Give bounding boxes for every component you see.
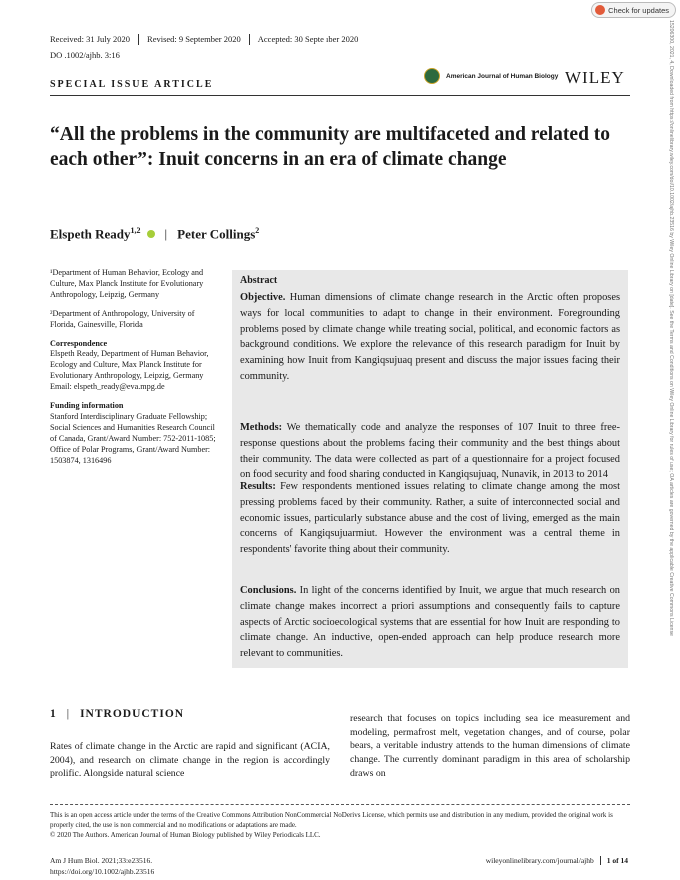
license-notice	[50, 810, 630, 840]
header-divider	[50, 95, 630, 96]
footer-divider	[50, 804, 630, 805]
date-divider	[249, 34, 250, 45]
license-text: This is an open access article under the terms of the Creative Commons Attribution NonCommercial NoDerivs License, which permits use and distribution in any medium, provided the original work is properly cited, the use is non commercial and no modifications or adaptations are made.	[50, 811, 613, 830]
received-date: Received: 31 July 2020	[50, 34, 131, 44]
download-notice-strip: 15206300, 2021, 4, Downloaded from https://onlinelibrary.wiley.com/doi/10.1002/ajhb.23516 by Wiley Online Library on [date]. See the Terms and Conditions on Wiley Online Library for rules of use; OA articles are governed by the applicable Creative Commons License	[668, 20, 674, 636]
journal-logo	[424, 68, 558, 84]
author-name[interactable]: Peter Collings$^2$	[177, 226, 260, 242]
orcid-icon[interactable]	[147, 230, 155, 238]
check-for-updates-button[interactable]	[591, 2, 676, 18]
accepted-date: Accepted: 30 Septe ıber 2020	[257, 34, 359, 44]
abstract-objective: Objective. Human dimensions of climate change research in the Arctic often proposes ways for local communities to adapt to change in their environment. Foregrounding problems posed by climate change while treating social, political, and economic factors as background conditions. We explore the relevance of this research paradigm for Inuit by examining how Inuit from Kangiqsujuaq present and discuss the major issues facing their community.	[240, 292, 620, 383]
section-number: 1	[50, 708, 57, 720]
footer-right	[486, 856, 628, 865]
funding-text: Stanford Interdisciplinary Graduate Fellowship; Social Sciences and Humanities Research Council of Canada, Grant/Award Number: 752-2011-1085; Office of Polar Programs, Grant/Award Number: 1503874, 1316496	[50, 411, 216, 465]
abstract-heading: Abstract	[240, 275, 278, 286]
intro-column-left: Rates of climate change in the Arctic are rapid and significant (ACIA, 2004), and research on climate change in the region is accordingly prolific. Alongside natural science	[50, 741, 330, 780]
check-for-updates-label: Check for updates	[608, 5, 669, 15]
affiliation-2: ²Department of Anthropology, University of Florida, Gainesville, Florida	[50, 308, 195, 329]
copyright-text: © 2020 The Authors. American Journal of Human Biology published by Wiley Periodicals LLC.	[50, 831, 321, 840]
article-dates	[50, 34, 358, 45]
journal-site-link[interactable]: wileyonlinelibrary.com/journal/ajhb	[485, 856, 594, 865]
funding-heading: Funding information	[50, 401, 124, 411]
author-info-column	[50, 268, 220, 475]
date-divider	[138, 34, 139, 45]
citation-text: Am J Hum Biol. 2021;33:e23516.	[50, 856, 153, 865]
abstract-methods: Methods: We thematically code and analyze the responses of 107 Inuit to three free-response questions about the problems facing their community and the best things about their community. The data were collected as part of a questionnaire for a project focused on food security and food sharing conducted in Kangiqsujuaq, Nunavik, in 2013 to 2014	[240, 422, 620, 481]
footer-citation	[50, 856, 154, 878]
section-label: SPECIAL ISSUE ARTICLE	[50, 79, 214, 90]
section-heading	[50, 708, 184, 720]
author-list	[50, 226, 259, 242]
journal-emblem-icon	[424, 68, 440, 84]
section-divider: |	[66, 708, 71, 720]
correspondence-text: Elspeth Ready, Department of Human Behavior, Ecology and Culture, Max Planck Institute for Evolutionary Anthropology, Leipzig, Germany Email: elspeth_ready@eva.mpg.de	[50, 349, 209, 392]
publisher-logo: WILEY	[565, 68, 625, 87]
author-name[interactable]: Elspeth Ready$^{1,2}$	[50, 226, 141, 242]
crossmark-icon	[595, 5, 605, 15]
journal-name: American Journal of Human Biology	[446, 72, 559, 80]
section-title: INTRODUCTION	[80, 708, 185, 720]
doi-link[interactable]: https://doi.org/10.1002/ajhb.23516	[50, 866, 155, 876]
affiliation-1: ¹Department of Human Behavior, Ecology and Culture, Max Planck Institute for Evolutionary Anthropology, Leipzig, Germany	[50, 268, 204, 299]
author-divider: |	[164, 226, 168, 242]
correspondence-heading: Correspondence	[50, 338, 108, 348]
abstract-conclusions: Conclusions. In light of the concerns identified by Inuit, we argue that much research on climate change makes incorrect a priori assumptions and consequently fails to capture aspects of Arctic socioecological systems that are essential for how Inuit are responding to climate change. An inductive, open-ended approach can help produce research more relevant to communities.	[240, 585, 620, 660]
revised-date: Revised: 9 September 2020	[147, 34, 241, 44]
doi-line[interactable]: DO .1002/ajhb. 3:16	[50, 50, 120, 60]
intro-column-right: research that focuses on topics including sea ice measurement and modeling, permafrost melt, vegetation changes, and of course, polar bears, a veritable industry attends to the human dimensions of climate change. The currently dominant paradigm in this area of scholarship draws on	[350, 713, 630, 779]
abstract-results: Results: Few respondents mentioned issues relating to climate change among the most pressing problems faced by their community. Rather, a suite of interconnected social and economic issues, particularly substance abuse and the cost of living, emerged as the main concerns of Kangiqsujuarmiut. However the environment was a central theme in respondents' favorite thing about their community.	[240, 481, 620, 556]
article-title: “All the problems in the community are multifaceted and related to each other”: Inuit concerns in an era of climate change	[50, 124, 611, 171]
page-number: 1 of 14	[600, 856, 628, 865]
